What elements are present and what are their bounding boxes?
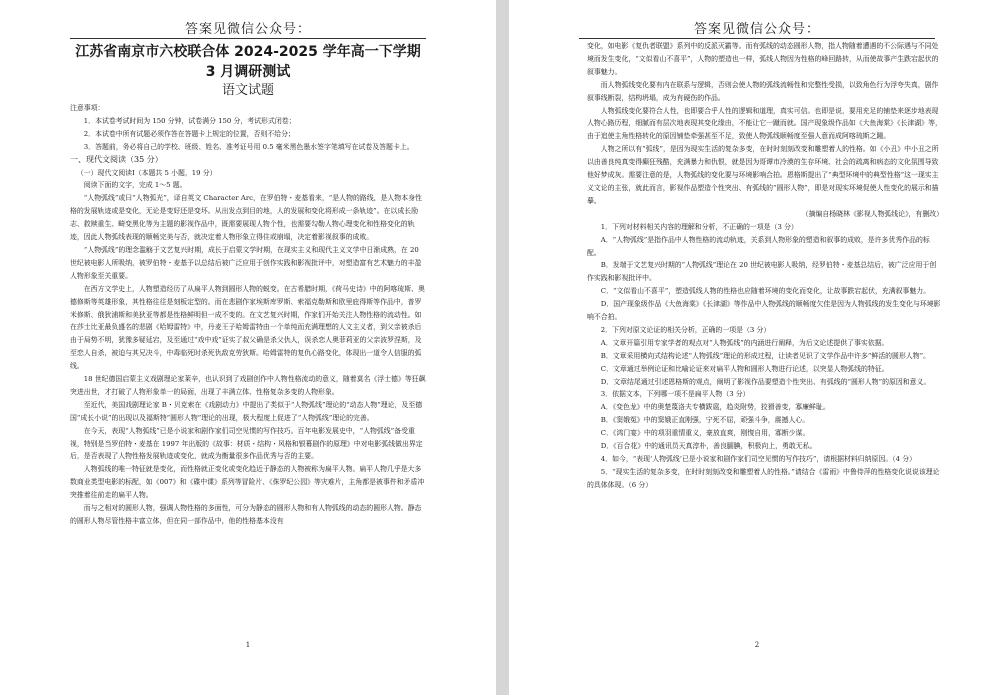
exam-subtitle: 语文试题 xyxy=(221,83,274,98)
page-gutter xyxy=(496,0,509,695)
header-divider xyxy=(579,38,935,39)
passage-paragraph: 在今天，表现“人物弧线”已是小说家和剧作家们司空见惯的写作技巧。百年电影发展史中，“人物弧线”备受重视，特别是当罗伯特・麦基在 1997 年出版的《故事：材质・结构・风格和银幕剧作的原理》中对电影弧线做出界定后，是否表现了人物性格发展轨迹或变化，就成为衡量很多作品优秀与否的主要。 xyxy=(70,426,423,461)
page-header: 答案见微信公众号： xyxy=(693,22,820,37)
question-2: 2．下列对原文论证的相关分析，正确的一项是（3 分） xyxy=(600,325,771,334)
page-1-content xyxy=(70,40,426,528)
question-4: 4．如今，“表现‘人物弧线’已是小说家和剧作家们司空见惯的写作技巧”，请根据材料归纳原因。（4 分） xyxy=(600,455,917,463)
document-page-2 xyxy=(509,0,1005,695)
question-option: D．国产现象级作品《大鱼海棠》《长津湖》等作品中人物弧线的顺畅度欠佳是因为人物弧线的发生变化与环境影响不合拍。 xyxy=(587,300,941,322)
page-2-content xyxy=(587,40,943,492)
question-3: 3．依据文本，下列哪一项不是扁平人物（3 分） xyxy=(600,390,750,399)
notice-heading: 注意事项： xyxy=(70,104,105,112)
question-option: C．“文似看山不喜平”，塑造弧线人物的性格也应随着环境的变化而变化，让故事跌宕起伏，充满叙事魅力。 xyxy=(600,287,931,296)
notice-item: 2．本试卷中所有试题必须作答在答题卡上规定的位置，否则不给分； xyxy=(83,129,295,138)
exam-title: 江苏省南京市六校联合体 2024-2025 学年高一下学期 3 月调研测试 xyxy=(75,44,421,80)
document-page-1 xyxy=(0,0,496,695)
passage-paragraph: 人物之所以有“弧线”，是因为现实生活的复杂多变，在时时刻刻改变和雕塑着人的性格。如《小丑》中小丑之所以由善良纯真变得癫狂残酷，充满暴力和仇恨，就是因为哥谭市冷漠的生存环境、社会的疏离和病态的文化氛围导致他好梦成灰。需要注意的是，人物弧线的变化要与环境影响合拍。恩格斯提出了“典型环境中的典型性格”这一现实主义文论的主张，就此而言，影视作品塑造个性突出、有弧线的“圆形人物”，即是对现实环境促使人性变化的展示和描摹。 xyxy=(587,145,939,205)
question-option: D．文章结尾通过引述恩格斯的观点，阐明了影视作品要塑造个性突出、有弧线的“圆形人物”的原因和意义。 xyxy=(600,377,931,386)
question-1: 1．下列对材料相关内容的理解和分析，不正确的一项是（3 分） xyxy=(600,222,798,231)
question-option: B．文章采用横向式结构论述“人物弧线”理论的形成过程，让读者见识了文学作品中许多“鲜活的圆形人物”。 xyxy=(600,351,931,360)
passage-paragraph: 18 世纪德国启蒙主义戏剧理论家莱辛，也认识到了戏剧创作中人物性格流动的意义，随着莫名《浮士德》等狂飙突进出世，才打破了人物形象单一的局面，出现了丰满立体、性格复杂多变的人物形象。 xyxy=(70,375,426,396)
question-option: A．“人物弧线”是指作品中人物性格的流动轨迹，关系到人物形象的塑造和叙事的成败，是许多优秀作品的标配。 xyxy=(587,235,930,257)
subsection-heading: （一）现代文阅读Ⅰ（本题共 5 小题，19 分） xyxy=(76,168,217,177)
passage-paragraph: 人物弧线的唯一特征就是变化，而性格就正变化或变化趋近于静态的人物被称为扁平人物。扁平人物几乎是大多数商业类型电影的标配，如《007》和《碟中谍》系列等冒险片、《侏罗纪公园》等灾难片，主角都是被事件和矛盾冲突推着往前走的扁平人物。 xyxy=(70,465,425,500)
passage-paragraph: 而人物弧线变化要有内在联系与逻辑，否则会使人物的弧线流畅性和完整性受损，以致角色行为浮夸失真，剧作叙事线断裂，结构坍塌，成为有硬伤的作品。 xyxy=(587,80,939,102)
passage-paragraph: 人物弧线变化要符合人性，也即要合乎人性的逻辑和道理，真实可信。也即是说，要用充足的铺垫来逐步地表现人物心路历程，细腻而有层次地表现其变化缘由，不能让它一蹴而就。国产现象级作品如《大鱼海棠》《长津湖》等，由于追使主角性格转化的原因铺垫牵强甚至不足，致使人物弧线顺畅度至强人意而成阿喀琉斯之踵。 xyxy=(587,106,942,141)
notice-item: 3．答题前，务必将自己的学校、班级、姓名、准考证号用 0.5 毫米黑色墨水签字笔填写在试卷及答题卡上。 xyxy=(83,142,414,151)
passage-paragraph: 而与之相对的圆形人物，强调人物性格的多面性，可分为静态的圆形人物和有人物弧线的动态的圆形人物。静态的圆形人物尽管性格丰富立体，但在同一部作品中，他的性格基本没有 xyxy=(70,504,422,525)
passage-paragraph: 变化，如电影《复仇者联盟》系列中的反派灭霸等。而有弧线的动态圆形人物，指人物随着遭遇的不公际遇与不同处境而发生变化，“文似看山不喜平”，人物的塑造也一样，弧线人物因为性格的峰回路转，从而使故事产生跌宕起伏的叙事魅力。 xyxy=(587,42,939,76)
reading-instruction: 阅读下面的文字，完成 1～5 题。 xyxy=(83,181,187,190)
question-option: A．《变色龙》中的奥楚蔑洛夫专横跋扈，趋炎附势，狡猾善变，寡廉鲜耻。 xyxy=(600,403,830,412)
passage-paragraph: “人物弧线”或曰“人物弧光”，译自英文 Character Arc，在罗伯特・麦基看来，“是人物的路线，是人物本身性格的发展轨迹或是变化，无论是变好还是变坏。从出发点到目的地，人的发展和变化将形成一条轨迹”。在以成长励志、救赎重生、畸变黑化等为主题的影视作品中，既需要展现人物个性，也需要勾勒人物心理变化和性格变化的轨迹，因此人物弧线表现的顺畅完美与否，就决定着人物形象立得住或崩塌，决定着影视叙事的成败。 xyxy=(70,194,422,242)
question-option: B．《窦娥冤》中的窦娥正直刚强，宁死不屈，顽强斗争，震撼人心。 xyxy=(600,416,810,425)
question-option: C．文章通过举例论证和比喻论证来对扁平人物和圆形人物进行论述，以突显人物弧线的特征。 xyxy=(600,364,889,373)
section-heading: 一、现代文阅读（35 分） xyxy=(70,154,163,164)
page-number: 1 xyxy=(245,641,251,649)
passage-paragraph: “人物弧线”的理念滥觞于文艺复兴时期，成长于启蒙文学时期，在现实主义和现代主义文学中日渐成熟，在 20 世纪被电影人所吸纳，被罗伯特・麦基予以总结后被广泛应用于创作实践和影视批评中，对塑造富有艺术魅力的丰盈人物形象至关重要。 xyxy=(70,245,422,280)
question-option: D．《百合花》中的通讯员天真淳朴，善良腼腆，积极向上，勇敢无私。 xyxy=(600,442,817,451)
header-divider xyxy=(70,38,426,39)
source-citation: （摘编自杨晓林《影视人物弧线论》，有删改） xyxy=(801,209,943,218)
page-number: 2 xyxy=(754,641,760,649)
question-option: C．《鸿门宴》中的项羽重情重义，豪放直爽，刚愎自用，寡断少谋。 xyxy=(600,429,810,438)
page-header: 答案见微信公众号： xyxy=(184,22,311,37)
passage-paragraph: 至近代，美国戏剧理论家 B・贝克索在《戏剧动力》中提出了类似于“人物弧线”理论的“动态人物”理论，及至德国“成长小说”的出现以及福斯特“圆形人物”理论的出现，极大程度上促进了“人物弧线”理论的完善。 xyxy=(70,400,423,422)
question-option: B．发端于文艺复兴时期的“人物弧线”理论在 20 世纪被电影人吸纳，经罗伯特・麦基总结后，被广泛应用于创作实践和影视批评中。 xyxy=(587,261,937,283)
passage-paragraph: 在西方文学史上，人物塑造经历了从扁平人物到圆形人物的蜕变。在古希腊时期，《荷马史诗》中的阿喀琉斯、奥德修斯等英雄形象，其性格往往是刻板定型的。而在悲剧作家埃斯库罗斯、索福克勒斯和欧里庇得斯等作品中，普罗米修斯、俄狄浦斯和美狄亚等都是性格鲜明但一成不变的。在文艺复兴时期，作家们开始关注人物性格的流动性。如在莎士比亚最负盛名的悲剧《哈姆雷特》中，丹麦王子哈姆雷特由一个单纯而充满理想的人文主义者，到父亲被杀后由于局势不明，犹豫多疑延宕，及至通过“戏中戏”证实了叔父确是杀父仇人，误杀恋人奥菲莉亚的父亲波罗涅斯，及至恋人自杀，被迫与其兄决斗，中毒临死时杀死仇敌克劳狄斯。哈姆雷特的复仇心路变化，体现出一道令人信服的弧线。 xyxy=(70,284,425,371)
question-5: 5．“现实生活的复杂多变，在时时刻刻改变和雕塑着人的性格。”请结合《雷雨》中鲁侍萍的性格变化说说该理论的具体体现。（6 分） xyxy=(587,467,940,489)
notice-item: 1．本试卷考试时间为 150 分钟，试卷满分 150 分，考试形式闭卷； xyxy=(83,116,296,125)
question-option: A．文章开篇引用专家学者的观点对“人物弧线”的内涵进行阐释，为后文论述提供了事实依据。 xyxy=(600,338,889,347)
